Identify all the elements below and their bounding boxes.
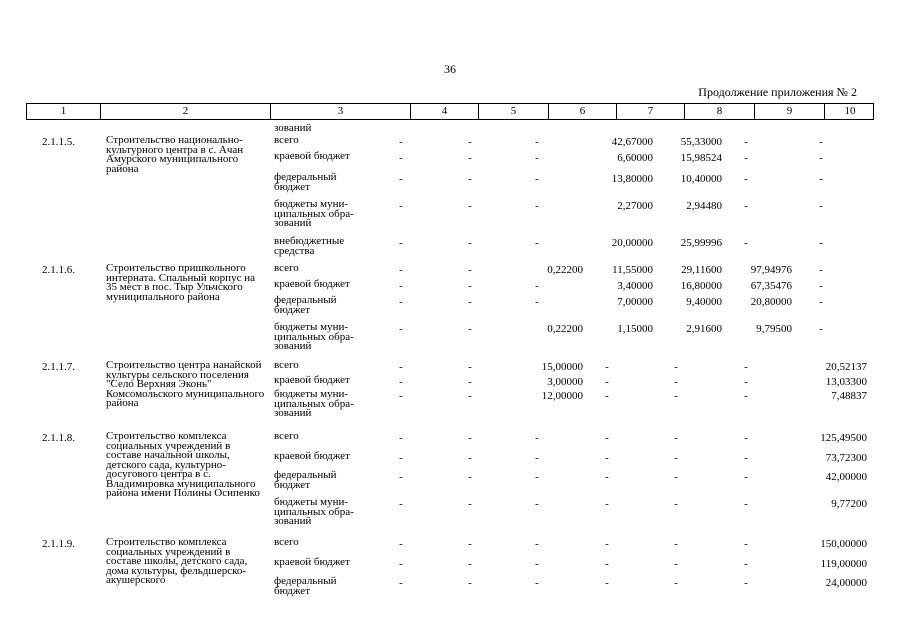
- funding-source-label: бюджеты муни-ципальных обра-зований: [274, 496, 354, 527]
- value-cell: -: [535, 136, 539, 148]
- funding-source-label: внебюджетные средства: [274, 235, 345, 257]
- value-cell: -: [468, 432, 472, 444]
- row-code: 2.1.1.8.: [42, 432, 75, 444]
- col-header-2: 2: [100, 104, 270, 119]
- col-header-4: 4: [410, 104, 478, 119]
- value-cell: -: [605, 390, 609, 402]
- value-cell: -: [744, 390, 748, 402]
- value-cell: 24,00000: [825, 577, 867, 589]
- value-cell: -: [744, 471, 748, 483]
- value-cell: 119,00000: [820, 558, 867, 570]
- value-cell: -: [744, 136, 748, 148]
- value-cell: -: [674, 471, 678, 483]
- row-code: 2.1.1.5.: [42, 136, 75, 148]
- value-cell: -: [744, 376, 748, 388]
- funding-source-label: всего: [274, 359, 299, 371]
- value-cell: 7,48837: [831, 390, 867, 402]
- table-header: [26, 103, 874, 120]
- col-header-8: 8: [684, 104, 754, 119]
- value-cell: -: [468, 296, 472, 308]
- value-cell: -: [819, 296, 823, 308]
- value-cell: 55,33000: [680, 136, 722, 148]
- value-cell: 20,00000: [611, 237, 653, 249]
- value-cell: -: [605, 558, 609, 570]
- page-number: 36: [444, 62, 456, 76]
- funding-source-label: всего: [274, 430, 299, 442]
- value-cell: 125,49500: [820, 432, 867, 444]
- appendix-label: Продолжение приложения № 2: [698, 85, 857, 99]
- funding-source-label: краевой бюджет: [274, 374, 350, 386]
- value-cell: -: [674, 390, 678, 402]
- funding-source-label: всего: [274, 262, 299, 274]
- row-name: Строительство пришкольного интерната. Спальный корпус на 35 мест в пос. Тыр Ульчского муниципального района: [106, 262, 255, 303]
- value-cell: -: [819, 237, 823, 249]
- value-cell: -: [605, 432, 609, 444]
- value-cell: -: [399, 498, 403, 510]
- funding-source-label: федеральный бюджет: [274, 575, 337, 597]
- carry-over-text: зований: [274, 122, 312, 134]
- value-cell: -: [535, 280, 539, 292]
- value-cell: -: [399, 296, 403, 308]
- value-cell: -: [468, 280, 472, 292]
- value-cell: 10,40000: [680, 173, 722, 185]
- value-cell: -: [399, 361, 403, 373]
- value-cell: 12,00000: [541, 390, 583, 402]
- funding-source-label: бюджеты муни-ципальных обра-зований: [274, 198, 354, 229]
- value-cell: 67,35476: [750, 280, 792, 292]
- col-header-7: 7: [616, 104, 684, 119]
- value-cell: -: [399, 558, 403, 570]
- col-header-9: 9: [754, 104, 824, 119]
- value-cell: -: [535, 237, 539, 249]
- value-cell: 15,98524: [680, 152, 722, 164]
- value-cell: -: [744, 498, 748, 510]
- value-cell: -: [399, 237, 403, 249]
- value-cell: 25,99996: [680, 237, 722, 249]
- value-cell: -: [819, 264, 823, 276]
- row-name: Строительство комплекса социальных учреждений в составе начальной школы, детского сада, культурно-досугового центра в с. Владимировка муниципального района имени Полины Осипенко: [106, 430, 260, 499]
- value-cell: 3,00000: [547, 376, 583, 388]
- value-cell: -: [819, 200, 823, 212]
- funding-source-label: всего: [274, 134, 299, 146]
- value-cell: -: [399, 390, 403, 402]
- value-cell: -: [605, 538, 609, 550]
- value-cell: 97,94976: [750, 264, 792, 276]
- value-cell: -: [674, 452, 678, 464]
- value-cell: -: [819, 280, 823, 292]
- funding-source-label: федеральный бюджет: [274, 469, 337, 491]
- value-cell: -: [744, 237, 748, 249]
- value-cell: -: [468, 152, 472, 164]
- value-cell: -: [399, 264, 403, 276]
- value-cell: -: [674, 538, 678, 550]
- value-cell: -: [819, 173, 823, 185]
- value-cell: 29,11600: [681, 264, 722, 276]
- value-cell: 6,60000: [617, 152, 653, 164]
- value-cell: -: [399, 280, 403, 292]
- value-cell: -: [744, 173, 748, 185]
- value-cell: 20,80000: [750, 296, 792, 308]
- value-cell: -: [535, 538, 539, 550]
- value-cell: -: [468, 538, 472, 550]
- value-cell: -: [744, 361, 748, 373]
- funding-source-label: краевой бюджет: [274, 556, 350, 568]
- value-cell: -: [674, 432, 678, 444]
- value-cell: -: [535, 471, 539, 483]
- col-header-10: 10: [824, 104, 875, 119]
- value-cell: -: [535, 432, 539, 444]
- funding-source-label: федеральный бюджет: [274, 171, 337, 193]
- row-code: 2.1.1.6.: [42, 264, 75, 276]
- value-cell: 3,40000: [617, 280, 653, 292]
- value-cell: -: [399, 136, 403, 148]
- value-cell: -: [819, 323, 823, 335]
- col-header-6: 6: [548, 104, 616, 119]
- value-cell: -: [468, 323, 472, 335]
- value-cell: 0,22200: [547, 323, 583, 335]
- value-cell: -: [399, 577, 403, 589]
- col-header-1: 1: [60, 105, 67, 117]
- value-cell: -: [535, 577, 539, 589]
- funding-source-label: краевой бюджет: [274, 450, 350, 462]
- value-cell: -: [399, 200, 403, 212]
- funding-source-label: краевой бюджет: [274, 278, 350, 290]
- value-cell: -: [674, 376, 678, 388]
- value-cell: -: [744, 432, 748, 444]
- value-cell: -: [468, 200, 472, 212]
- value-cell: 42,67000: [611, 136, 653, 148]
- value-cell: -: [399, 432, 403, 444]
- row-name: Строительство комплекса социальных учреждений в составе школы, детского сада, дома культуры, фельдшерско-акушерского: [106, 536, 248, 586]
- value-cell: -: [674, 577, 678, 589]
- value-cell: -: [468, 173, 472, 185]
- value-cell: -: [535, 452, 539, 464]
- funding-source-label: краевой бюджет: [274, 150, 350, 162]
- funding-source-label: федеральный бюджет: [274, 294, 337, 316]
- value-cell: -: [674, 361, 678, 373]
- value-cell: -: [605, 361, 609, 373]
- value-cell: -: [468, 471, 472, 483]
- value-cell: 11,55000: [612, 264, 653, 276]
- value-cell: -: [468, 577, 472, 589]
- value-cell: 73,72300: [825, 452, 867, 464]
- value-cell: -: [605, 577, 609, 589]
- value-cell: 9,40000: [686, 296, 722, 308]
- value-cell: 2,91600: [686, 323, 722, 335]
- value-cell: -: [399, 173, 403, 185]
- value-cell: -: [535, 200, 539, 212]
- value-cell: 16,80000: [680, 280, 722, 292]
- row-name: Строительство национально-культурного центра в с. Ачан Амурского муниципального района: [106, 134, 244, 175]
- value-cell: -: [399, 152, 403, 164]
- value-cell: -: [819, 136, 823, 148]
- value-cell: -: [744, 200, 748, 212]
- row-name: Строительство центра нанайской культуры сельского поселения "Село Верхняя Эконь" Комсомольского муниципального района: [106, 359, 265, 409]
- row-code: 2.1.1.7.: [42, 361, 75, 373]
- value-cell: 20,52137: [825, 361, 867, 373]
- value-cell: -: [535, 558, 539, 570]
- value-cell: -: [674, 498, 678, 510]
- value-cell: 2,27000: [617, 200, 653, 212]
- value-cell: -: [468, 558, 472, 570]
- value-cell: 9,79500: [756, 323, 792, 335]
- col-header-3: 3: [270, 104, 410, 119]
- value-cell: -: [744, 538, 748, 550]
- value-cell: -: [605, 471, 609, 483]
- value-cell: -: [744, 452, 748, 464]
- col-header-5: 5: [478, 104, 548, 119]
- funding-source-label: всего: [274, 536, 299, 548]
- value-cell: -: [399, 538, 403, 550]
- value-cell: 150,00000: [820, 538, 867, 550]
- funding-source-label: бюджеты муни-ципальных обра-зований: [274, 388, 354, 419]
- value-cell: 9,77200: [831, 498, 867, 510]
- value-cell: -: [468, 237, 472, 249]
- value-cell: -: [744, 152, 748, 164]
- value-cell: -: [819, 152, 823, 164]
- value-cell: -: [674, 558, 678, 570]
- value-cell: -: [535, 173, 539, 185]
- value-cell: 2,94480: [686, 200, 722, 212]
- value-cell: -: [468, 452, 472, 464]
- value-cell: -: [399, 452, 403, 464]
- value-cell: 0,22200: [547, 264, 583, 276]
- row-code: 2.1.1.9.: [42, 538, 75, 550]
- value-cell: -: [399, 323, 403, 335]
- value-cell: 13,03300: [825, 376, 867, 388]
- value-cell: -: [744, 558, 748, 570]
- value-cell: -: [468, 498, 472, 510]
- value-cell: 42,00000: [825, 471, 867, 483]
- value-cell: -: [535, 296, 539, 308]
- value-cell: -: [468, 361, 472, 373]
- value-cell: 13,80000: [611, 173, 653, 185]
- value-cell: -: [605, 452, 609, 464]
- value-cell: -: [468, 136, 472, 148]
- value-cell: -: [399, 376, 403, 388]
- funding-source-label: бюджеты муни-ципальных обра-зований: [274, 321, 354, 352]
- value-cell: 1,15000: [617, 323, 653, 335]
- value-cell: -: [399, 471, 403, 483]
- value-cell: -: [535, 152, 539, 164]
- value-cell: -: [744, 577, 748, 589]
- value-cell: -: [468, 390, 472, 402]
- value-cell: -: [535, 498, 539, 510]
- value-cell: -: [468, 264, 472, 276]
- value-cell: -: [468, 376, 472, 388]
- value-cell: -: [605, 498, 609, 510]
- value-cell: -: [605, 376, 609, 388]
- value-cell: 7,00000: [617, 296, 653, 308]
- value-cell: 15,00000: [541, 361, 583, 373]
